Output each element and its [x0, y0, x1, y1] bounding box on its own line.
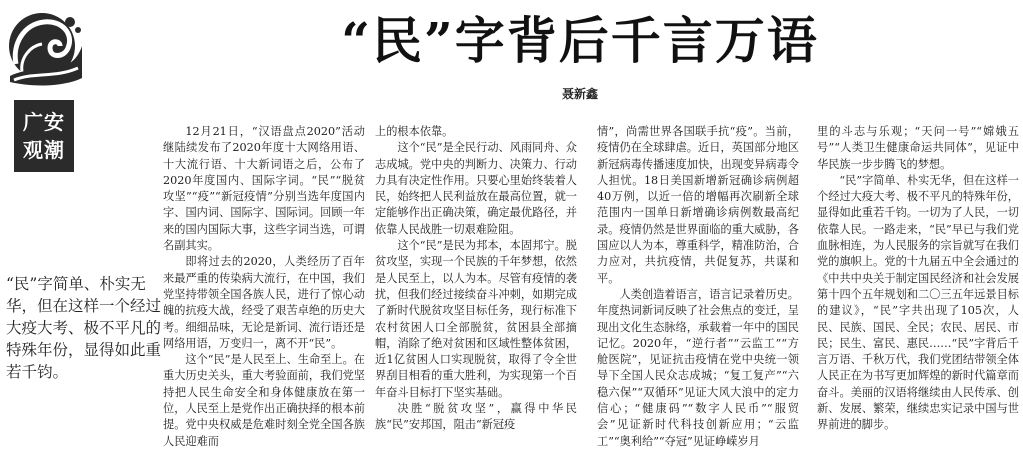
article-column-4	[817, 124, 1019, 464]
paragraph: 情”，尚需世界各国联手抗“疫”。当前，疫情仍在全球肆虐。近日，英国部分地区新冠病毒传播速度加快，出现变异病毒令人担忧。18日美国新增新冠确诊病例超40万例，以近一倍的增幅再次刷新全球范围内一国单日新增确诊病例数最高纪录。疫情仍然是世界面临的重大威胁，各国应以人为本，尊重科学，精准防治，合力应对，共抗疫情，共促复苏，共谋和平。	[597, 125, 799, 285]
paragraph: 这个“民”是全民行动、风雨同舟、众志成城。党中央的判断力、决策力、行动力具有决定性作用。只要心里始终装着人民，始终把人民利益放在最高位置，就一定能够作出正确决策，确定最优路径，并依靠人民战胜一切艰难险阻。	[375, 141, 577, 236]
column-badge-line1: 广安	[23, 110, 65, 134]
paragraph: 决胜“脱贫攻坚”，赢得中华民族“民”安邦国，阻击“新冠疫	[375, 402, 577, 432]
article-column-2	[375, 124, 577, 464]
paragraph: 即将过去的2020，人类经历了百年来最严重的传染病大流行，在中国，我们党坚持带领全国各族人民，进行了惊心动魄的抗疫大战，经受了艰苦卓绝的历史大考。细细品味，无论是新词、流行语还是网络用语，万变归一，离不开“民”。	[163, 255, 365, 350]
headline: “民”字背后千言万语	[341, 11, 819, 70]
paragraph: 里的斗志与乐观；“天问一号”“嫦娥五号”“人类卫生健康命运共同体”，见证中华民族一步步腾飞的梦想。	[817, 125, 1019, 171]
paragraph: 这个“民”是人民至上、生命至上。在重大历史关头，重大考验面前，我们党坚持把人民生命安全和身体健康放在第一位，人民至上是党作出正确抉择的根本前提。党中央权威是危难时刻全党全国各族人民迎难而	[163, 353, 365, 448]
paragraph: 这个“民”是民为邦本，本固邦宁。脱贫攻坚，实现一个民族的千年梦想，依然是人民至上，以人为本。尽管有疫情的袭扰，但我们经过接续奋斗冲刺，如期完成了新时代脱贫攻坚目标任务，现行标准下农村贫困人口全部脱贫，贫困县全部摘帽，消除了绝对贫困和区域性整体贫困，近1亿贫困人口实现脱贫，取得了令全世界刮目相看的重大胜利，为实现第一个百年奋斗目标打下坚实基础。	[375, 239, 577, 399]
article-column-1	[163, 124, 365, 464]
article-column-3	[597, 124, 799, 464]
paragraph: 人类创造着语言，语言记录着历史。年度热词新词反映了社会焦点的变迁，呈现出文化生态脉络，承载着一年中的国民记忆。2020年，“逆行者”“云监工”“方舱医院”，见证抗击疫情在党中央统一领导下全国人民众志成城；“复工复产”“六稳六保”“双循环”见证大风大浪中的定力信心；“健康码”“数字人民币”“服贸会”见证新时代科技创新应用；“云监工”“奥利给”“夺冠”见证峥嵘岁月	[597, 287, 799, 448]
paragraph: 上的根本依靠。	[375, 125, 454, 138]
column-badge	[14, 100, 74, 172]
paragraph: “民”字简单、朴实无华，但在这样一个经过大疫大考、极不平凡的特殊年份，显得如此重若千钧。一切为了人民，一切依靠人民。一路走来，“民”早已与我们党血脉相连，为人民服务的宗旨就写在我们党的旗帜上。党的十九届五中全会通过的《中共中央关于制定国民经济和社会发展第十四个五年规划和二〇三五年远景目标的建议》，“民”字共出现了105次，人民、民族、国民、全民；农民、居民、市民；民生、富民、惠民……“民”字背后千言万语、千秋万代，我们党团结带领全体人民正在为书写更加辉煌的新时代篇章而奋斗。美丽的汉语将继续由人民传承、创新、发展、繁荣，继续忠实记录中国与世界前进的脚步。	[817, 173, 1019, 432]
column-badge-line2: 观潮	[23, 138, 65, 162]
pull-quote: “民”字简单、朴实无华，但在这样一个经过大疫大考、极不平凡的特殊年份，显得如此重若千钧。	[6, 275, 162, 381]
paragraph: 12月21日，“汉语盘点2020”活动继陆续发布了2020年度十大网络用语、十大流行语、十大新词语之后，公布了2020年度国内、国际字词。“民”“脱贫攻坚”“疫”“新冠疫情”分别当选年度国内字、国内词、国际字、国际词。回顾一年来的国内国际大事，这些字词当选，可谓名副其实。	[163, 125, 365, 253]
wave-logo-icon	[6, 6, 86, 94]
byline: 聂新鑫	[561, 87, 598, 101]
